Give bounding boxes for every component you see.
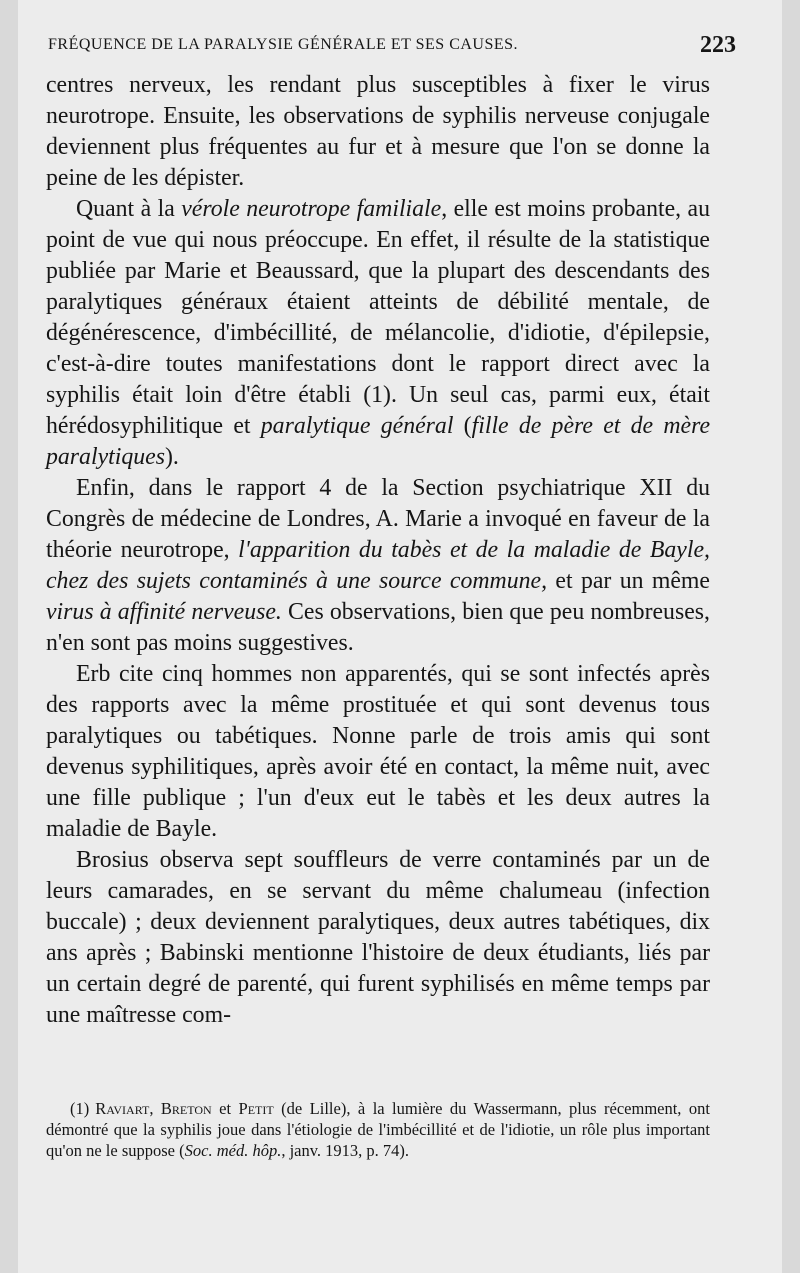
text-run: Enfin, dans le rapport 4 de la Section psychiatrique XII du Congrès de médecine de Londres, A. Marie a invoqué en faveur de la théorie neurotrope, [46, 475, 710, 563]
text-run: et par un même [547, 568, 710, 594]
paragraph [46, 659, 710, 845]
text-run: et [211, 1099, 239, 1118]
text-run: , janv. 1913, p. 74). [281, 1141, 410, 1160]
text-run: Erb cite cinq hommes non apparentés, qui se sont infectés après des rapports avec la même prostituée et qui sont devenus tous paralytiques ou tabétiques. Nonne parle de trois amis qui sont devenus syphilitiques, après avoir été en contact, la même nuit, avec une fille publique ; l'un d'eux eut le tabès et les deux autres la maladie de Bayle. [46, 661, 710, 842]
text-run: Quant à la [76, 196, 182, 222]
paragraph [46, 194, 710, 473]
italic-text: vérole neurotrope familiale [181, 196, 442, 222]
small-caps-name: Raviart, Breton [95, 1099, 212, 1118]
book-page [18, 0, 782, 1273]
text-run: ( [453, 413, 472, 439]
text-run: Brosius observa sept souffleurs de verre contaminés par un de leurs camarades, en se servant du même chalumeau (infection buccale) ; deux deviennent paralytiques, deux autres tabétiques, dix ans après ; Babinski mentionne l'histoire de deux étudiants, liés par un certain degré de parenté, qui furent syphilisés en même temps par une maîtresse com- [46, 847, 710, 1028]
footnote [46, 1098, 710, 1161]
italic-text: virus à affinité nerveuse. [46, 599, 282, 625]
italic-text: l'apparition du tabès et de la maladie de Bayle, chez des sujets contaminés à une source commune, [46, 537, 710, 594]
italic-text: paralytique général [260, 413, 454, 439]
text-run: (de Lille), à la lumière du Wassermann, plus récemment, ont démontré que la syphilis joue dans l'étiologie de l'imbécillité et de l'idiotie, un rôle plus important qu'on ne le suppose ( [46, 1099, 710, 1160]
text-run: ). [164, 444, 179, 470]
text-run: Ces observations, bien que peu nombreuses, n'en sont pas moins suggestives. [46, 599, 710, 656]
italic-text: fille de père et de mère paralytiques [46, 413, 711, 470]
text-run: centres nerveux, les rendant plus susceptibles à fixer le virus neurotrope. Ensuite, les observations de syphilis nerveuse conjugale deviennent plus fréquentes au fur et à mesure que l'on se donne la peine de les dépister. [46, 72, 710, 191]
page-header [48, 32, 736, 66]
paragraph [46, 70, 710, 194]
page-number: 223 [700, 32, 736, 58]
small-caps-name: Petit [238, 1099, 274, 1118]
footnote-number: (1) [70, 1099, 90, 1118]
body-text [46, 70, 710, 1031]
paragraph [46, 845, 710, 1031]
running-head: FRÉQUENCE DE LA PARALYSIE GÉNÉRALE ET SES CAUSES. [48, 36, 519, 53]
text-run: , elle est moins probante, au point de vue qui nous préoccupe. En effet, il résulte de la statistique publiée par Marie et Beaussard, que la plupart des descendants des paralytiques généraux étaient atteints de débilité mentale, de dégénérescence, d'imbécillité, de mélancolie, d'idiotie, d'épilepsie, c'est-à-dire toutes manifestations dont le rapport direct avec la syphilis était loin d'être établi (1). Un seul cas, parmi eux, était hérédosyphilitique et [46, 196, 710, 439]
italic-text: Soc. méd. hôp. [184, 1141, 282, 1160]
paragraph [46, 473, 710, 659]
